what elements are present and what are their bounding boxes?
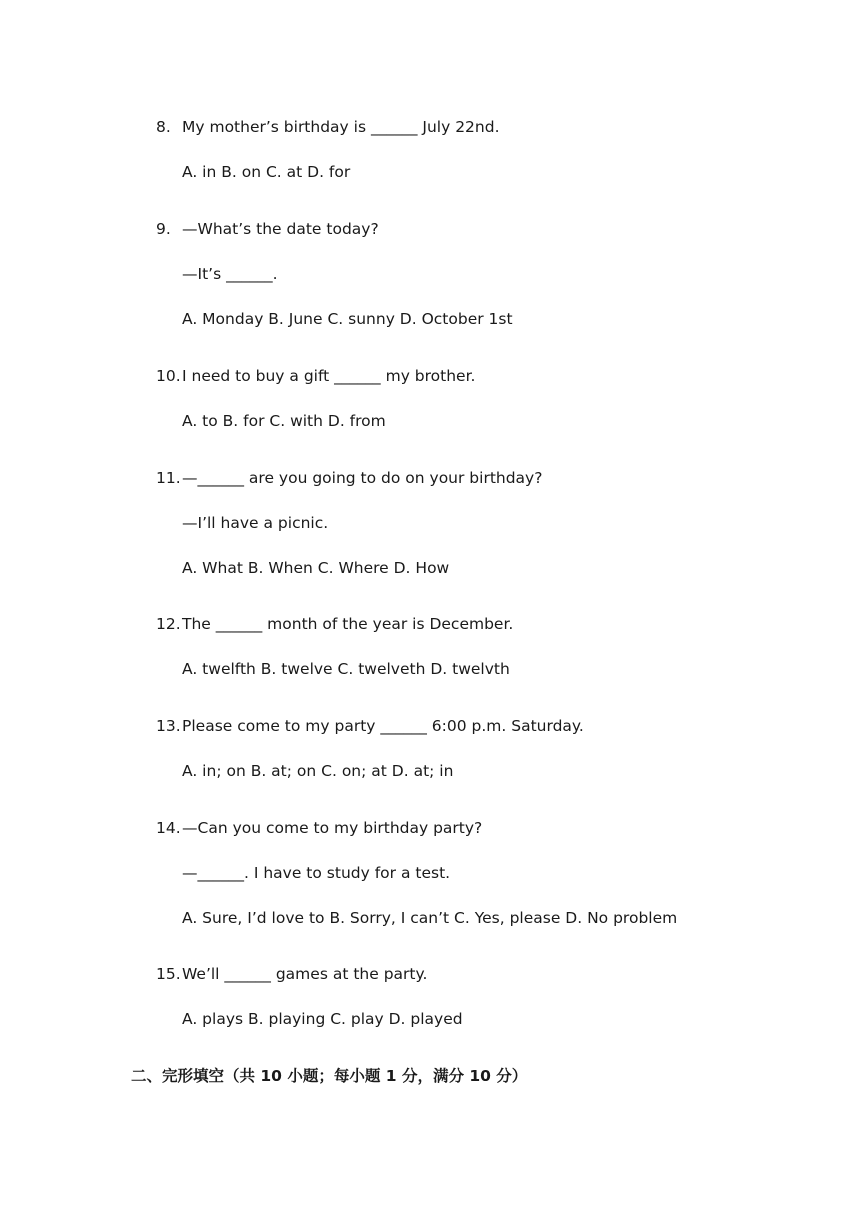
question-stem: Please come to my party ______ 6:00 p.m. Saturday. — [182, 717, 584, 735]
answer-options: A. in B. on C. at D. for — [182, 163, 351, 181]
question-stem: The ______ month of the year is December. — [182, 615, 514, 633]
dialogue-line: —It’s ______. — [182, 265, 278, 283]
answer-options: A. Sure, I’d love to B. Sorry, I can’t C. Yes, please D. No problem — [182, 909, 678, 927]
answer-options: A. Monday B. June C. sunny D. October 1st — [182, 310, 513, 328]
question-stem: —What’s the date today? — [182, 220, 379, 238]
question-number: 9. — [156, 220, 171, 238]
question-number: 10. — [156, 367, 181, 385]
dialogue-line: —______. I have to study for a test. — [182, 864, 451, 882]
answer-options: A. What B. When C. Where D. How — [182, 559, 450, 577]
section-heading: 二、完形填空（共 10 小题；每小题 1 分，满分 10 分） — [131, 1067, 528, 1085]
question-number: 8. — [156, 118, 171, 136]
question-number: 13. — [156, 717, 181, 735]
answer-options: A. twelfth B. twelve C. twelveth D. twelvth — [182, 660, 510, 678]
answer-options: A. plays B. playing C. play D. played — [182, 1010, 463, 1028]
question-stem: —Can you come to my birthday party? — [182, 819, 483, 837]
question-stem: We’ll ______ games at the party. — [182, 965, 428, 983]
question-stem: My mother’s birthday is ______ July 22nd. — [182, 118, 500, 136]
question-stem: —______ are you going to do on your birthday? — [182, 469, 543, 487]
question-number: 11. — [156, 469, 181, 487]
answer-options: A. to B. for C. with D. from — [182, 412, 386, 430]
question-stem: I need to buy a gift ______ my brother. — [182, 367, 476, 385]
question-number: 14. — [156, 819, 181, 837]
answer-options: A. in; on B. at; on C. on; at D. at; in — [182, 762, 454, 780]
question-number: 12. — [156, 615, 181, 633]
question-number: 15. — [156, 965, 181, 983]
dialogue-line: —I’ll have a picnic. — [182, 514, 329, 532]
